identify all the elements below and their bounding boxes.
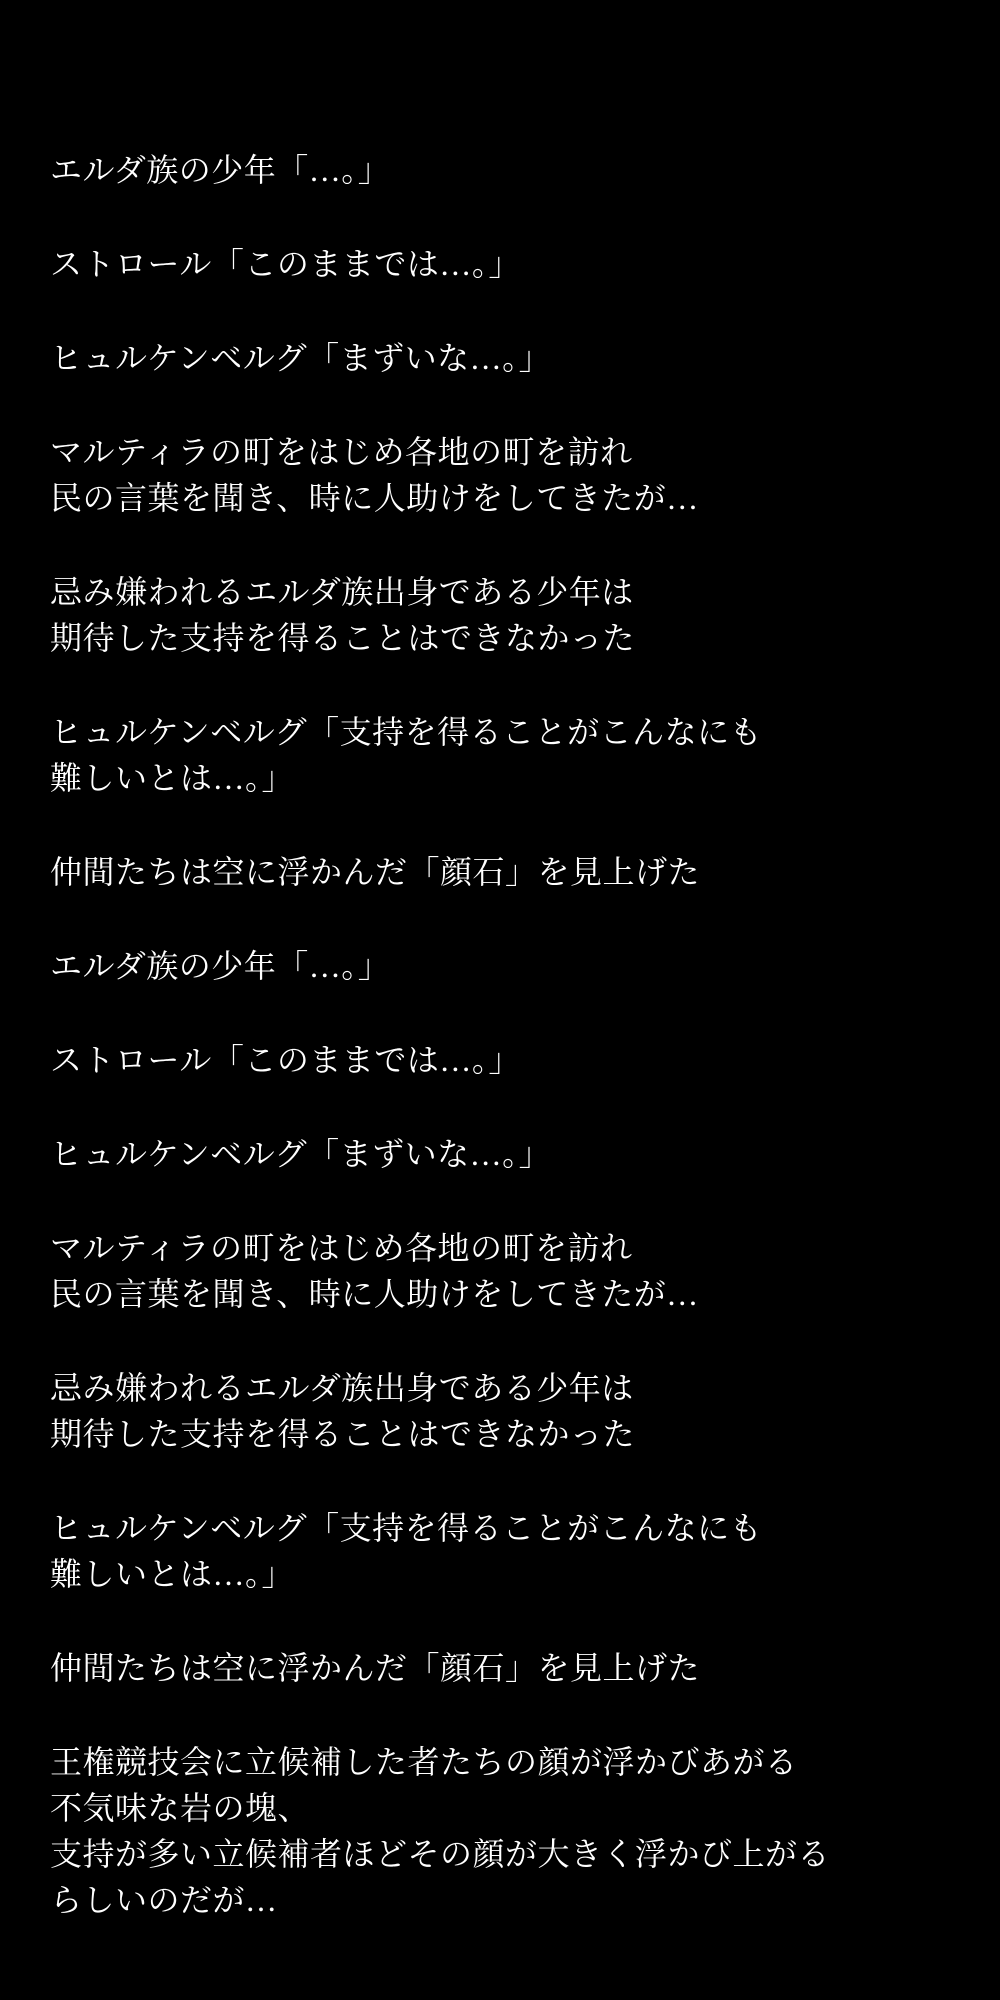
transcript-line: ヒュルケンベルグ「支持を得ることがこんなにも: [50, 1510, 763, 1546]
transcript-line: 仲間たちは空に浮かんだ「顔石」を見上げた: [50, 854, 701, 890]
transcript-paragraph: [50, 1131, 960, 1177]
transcript-line: エルダ族の少年「…。」: [50, 152, 391, 188]
transcript-paragraph: [50, 147, 960, 193]
transcript-line: 期待した支持を得ることはできなかった: [50, 1416, 636, 1452]
transcript-paragraph: [50, 335, 960, 381]
transcript-line: エルダ族の少年「…。」: [50, 948, 391, 984]
transcript-line: 忌み嫌われるエルダ族出身である少年は: [50, 574, 634, 610]
transcript-line: マルティラの町をはじめ各地の町を訪れ: [50, 434, 633, 470]
transcript-line: 王権競技会に立候補した者たちの顔が浮かびあがる: [50, 1744, 798, 1780]
transcript-line: 支持が多い立候補者ほどその顔が大きく浮かび上がる: [50, 1836, 831, 1872]
transcript-line: らしいのだが…: [50, 1882, 278, 1918]
transcript-line: 民の言葉を聞き、時に人助けをしてきたが…: [50, 480, 699, 516]
transcript-line: ストロール「このままでは…。」: [50, 246, 521, 282]
transcript-line: 民の言葉を聞き、時に人助けをしてきたが…: [50, 1276, 699, 1312]
transcript-paragraph: [50, 429, 960, 521]
transcript-line: 仲間たちは空に浮かんだ「顔石」を見上げた: [50, 1650, 701, 1686]
transcript-line: 難しいとは…。」: [50, 1556, 295, 1592]
transcript-paragraph: [50, 1645, 960, 1691]
transcript-paragraph: [50, 943, 960, 989]
transcript-paragraph: [50, 241, 960, 287]
transcript-paragraph: [50, 709, 960, 801]
transcript-paragraph: [50, 1225, 960, 1317]
transcript-paragraph: [50, 569, 960, 661]
transcript-line: マルティラの町をはじめ各地の町を訪れ: [50, 1230, 633, 1266]
transcript-line: 難しいとは…。」: [50, 760, 295, 796]
transcript-line: 期待した支持を得ることはできなかった: [50, 620, 636, 656]
transcript-line: ヒュルケンベルグ「まずいな…。」: [50, 1136, 552, 1172]
transcript-line: ヒュルケンベルグ「支持を得ることがこんなにも: [50, 714, 763, 750]
transcript-line: ヒュルケンベルグ「まずいな…。」: [50, 340, 552, 376]
transcript-line: 不気味な岩の塊、: [50, 1790, 311, 1826]
transcript-line: 忌み嫌われるエルダ族出身である少年は: [50, 1370, 634, 1406]
transcript-paragraph: [50, 849, 960, 895]
transcript-paragraph: [50, 1739, 960, 1923]
transcript-paragraph: [50, 1037, 960, 1083]
transcript-line: ストロール「このままでは…。」: [50, 1042, 521, 1078]
transcript-paragraph: [50, 1365, 960, 1457]
transcript-paragraph: [50, 1505, 960, 1597]
